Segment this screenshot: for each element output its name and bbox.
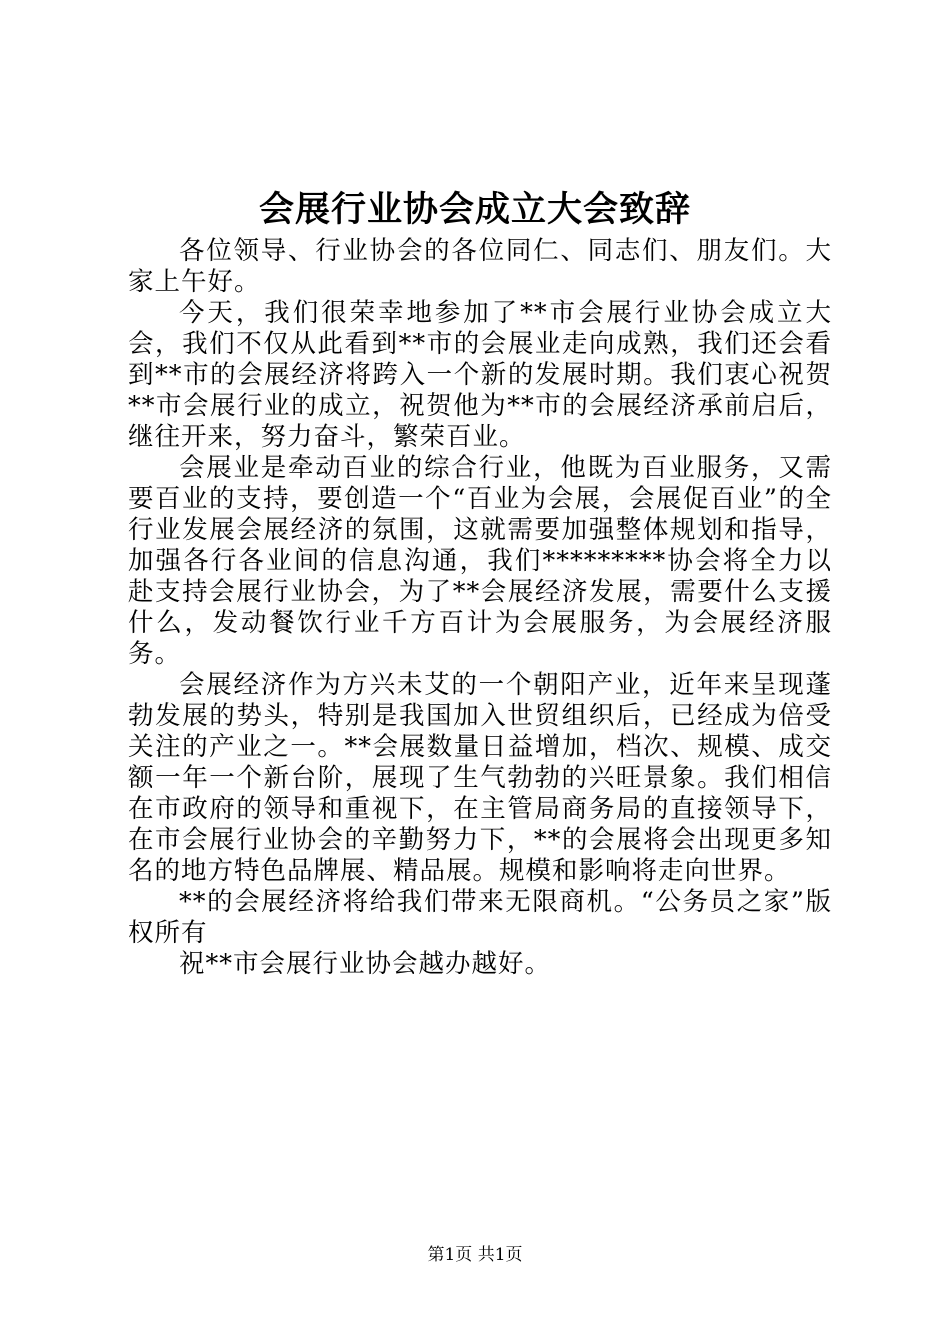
paragraph-economy-outlook: 会展经济作为方兴未艾的一个朝阳产业，近年来呈现蓬勃发展的势头，特别是我国加入世贸组织后，已经成为倍受关注的产业之一。**会展数量日益增加，档次、规模、成交额一年一个新台阶，展现了生气勃勃的兴旺景象。我们相信在市政府的领导和重视下，在主管局商务局的直接领导下，在市会展行业协会的辛勤努力下，**的会展将会出现更多知名的地方特色品牌展、精品展。规模和影响将走向世界。 — [128, 670, 832, 886]
paragraph-industry-support: 会展业是牵动百业的综合行业，他既为百业服务，又需要百业的支持，要创造一个“百业为会展，会展促百业”的全行业发展会展经济的氛围，这就需要加强整体规划和指导，加强各行各业间的信息沟通，我们*********协会将全力以赴支持会展行业协会，为了**会展经济发展，需要什么支援什么，发动餐饮行业千方百计为会展服务，为会展经济服务。 — [128, 453, 832, 669]
page-number-footer: 第1页 共1页 — [427, 1245, 523, 1265]
paragraph-greeting: 各位领导、行业协会的各位同仁、同志们、朋友们。大家上午好。 — [128, 236, 832, 297]
paragraph-opportunity: **的会展经济将给我们带来无限商机。“公务员之家”版权所有 — [128, 887, 832, 948]
document-body — [128, 236, 832, 980]
paragraph-closing-wish: 祝**市会展行业协会越办越好。 — [179, 949, 552, 979]
paragraph-congratulation: 今天，我们很荣幸地参加了**市会展行业协会成立大会，我们不仅从此看到**市的会展业走向成熟，我们还会看到**市的会展经济将跨入一个新的发展时期。我们衷心祝贺**市会展行业的成立，祝贺他为**市的会展经济承前启后，继往开来，努力奋斗，繁荣百业。 — [128, 298, 832, 452]
document-title: 会展行业协会成立大会致辞 — [258, 189, 691, 230]
